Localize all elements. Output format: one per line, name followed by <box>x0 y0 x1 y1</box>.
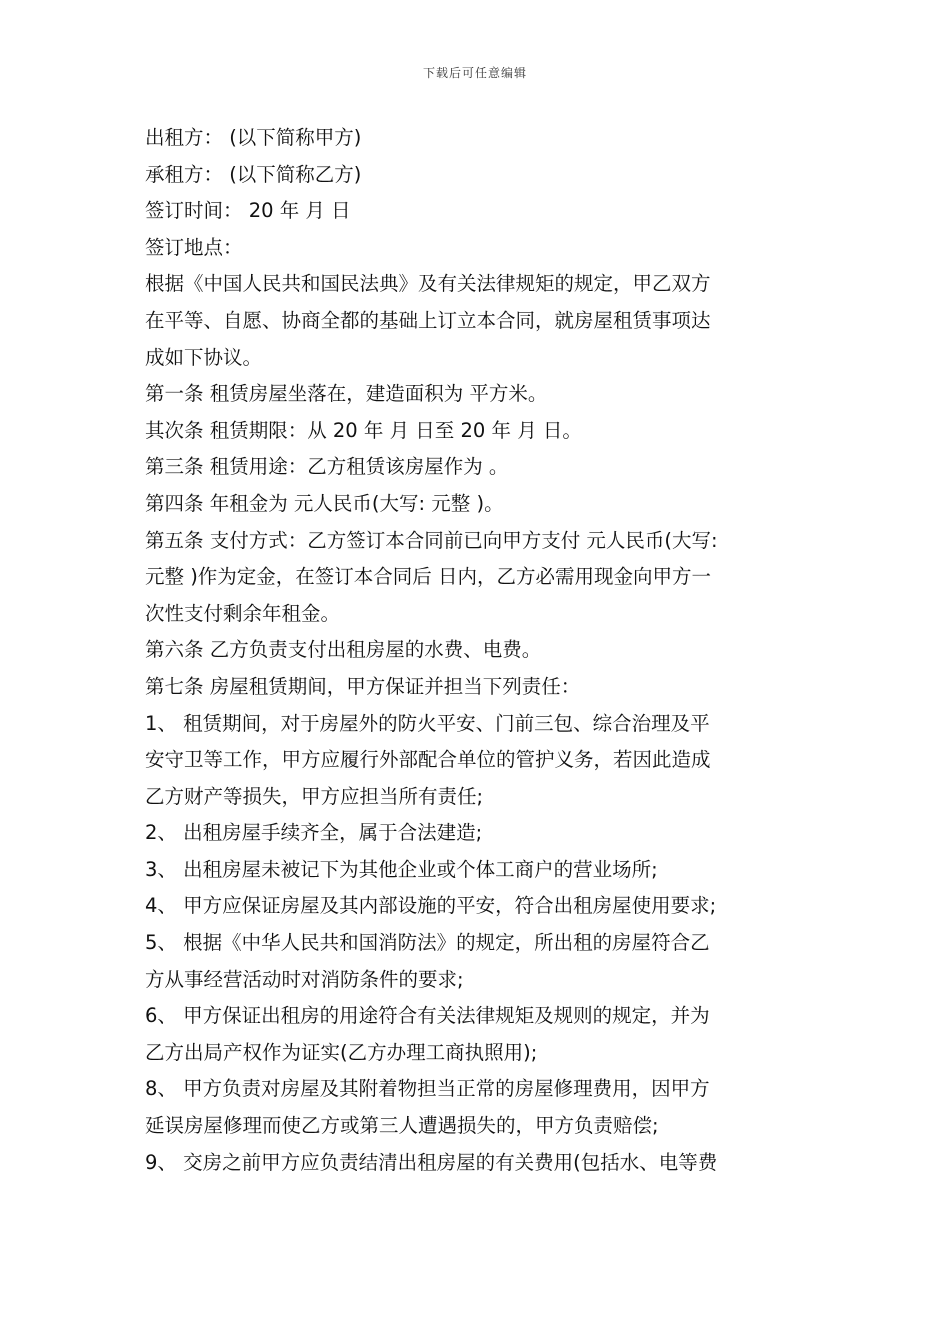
article-5-line: 次性支付剩余年租金。 <box>145 601 341 625</box>
signing-place-line: 签订地点： <box>145 235 243 259</box>
preamble-line: 成如下协议。 <box>145 345 263 369</box>
clause-1-line: 安守卫等工作，甲方应履行外部配合单位的管护义务，若因此造成 <box>145 748 711 772</box>
clause-8-line: 8、 甲方负责对房屋及其附着物担当正常的房屋修理费用，因甲方 <box>145 1077 710 1101</box>
article-5-line: 第五条 支付方式：乙方签订本合同前已向甲方支付 元人民币(大写: <box>145 528 718 552</box>
preamble-line: 在平等、自愿、协商全都的基础上订立本合同，就房屋租赁事项达 <box>145 308 711 332</box>
preamble-line: 根据《中国人民共和国民法典》及有关法律规矩的规定，甲乙双方 <box>145 272 711 296</box>
clause-6-line: 乙方出局产权作为证实(乙方办理工商执照用); <box>145 1040 538 1064</box>
clause-6-line: 6、 甲方保证出租房的用途符合有关法律规矩及规则的规定，并为 <box>145 1004 710 1028</box>
clause-5-line: 方从事经营活动时对消防条件的要求; <box>145 967 464 991</box>
clause-5-line: 5、 根据《中华人民共和国消防法》的规定，所出租的房屋符合乙 <box>145 931 710 955</box>
article-4-line: 第四条 年租金为 元人民币(大写: 元整 )。 <box>145 491 504 515</box>
article-1-line: 第一条 租赁房屋坐落在，建造面积为 平方米。 <box>145 382 548 406</box>
party-lessee-line: 承租方： (以下简称乙方) <box>145 162 362 186</box>
clause-9-line: 9、 交房之前甲方应负责结清出租房屋的有关费用(包括水、电等费 <box>145 1150 718 1174</box>
clause-1-line: 乙方财产等损失，甲方应担当所有责任; <box>145 784 484 808</box>
article-7-line: 第七条 房屋租赁期间，甲方保证并担当下列责任： <box>145 674 581 698</box>
party-lessor-line: 出租方： (以下简称甲方) <box>145 126 362 149</box>
clause-2-line: 2、 出租房屋手续齐全，属于合法建造; <box>145 821 483 845</box>
signing-date-line: 签订时间： 20 年 月 日 <box>145 199 351 223</box>
page-header-note: 下载后可任意编辑 <box>422 66 527 80</box>
clause-1-line: 1、 租赁期间，对于房屋外的防火平安、门前三包、综合治理及平 <box>145 711 710 735</box>
article-6-line: 第六条 乙方负责支付出租房屋的水费、电费。 <box>145 638 542 662</box>
clause-8-line: 延误房屋修理而使乙方或第三人遭遇损失的，甲方负责赔偿; <box>145 1114 659 1138</box>
clause-3-line: 3、 出租房屋未被记下为其他企业或个体工商户的营业场所; <box>145 857 658 881</box>
article-5-line: 元整 )作为定金，在签订本合同后 日内，乙方必需用现金向甲方一 <box>145 565 712 589</box>
clause-4-line: 4、 甲方应保证房屋及其内部设施的平安，符合出租房屋使用要求; <box>145 894 717 918</box>
article-2-line: 其次条 租赁期限：从 20 年 月 日至 20 年 月 日。 <box>145 418 582 442</box>
contract-body <box>145 120 810 1181</box>
article-3-line: 第三条 租赁用途：乙方租赁该房屋作为 。 <box>145 455 509 479</box>
